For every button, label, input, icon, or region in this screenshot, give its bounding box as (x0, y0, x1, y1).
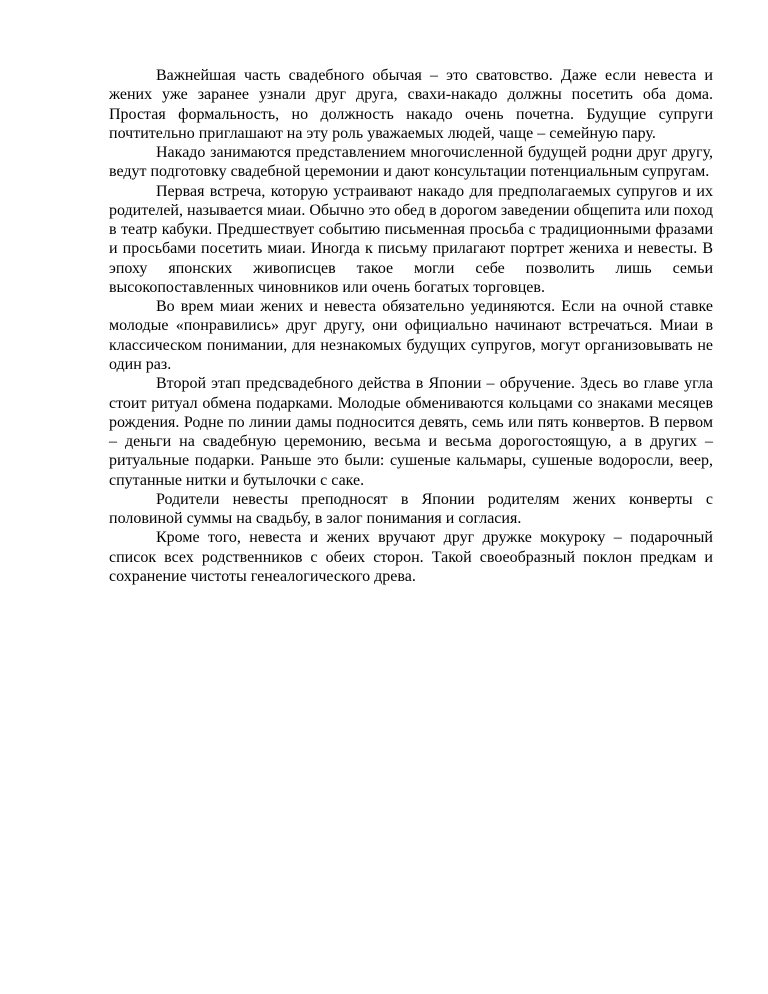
paragraph-miai: Первая встреча, которую устраивают накадо для предполагаемых супругов и их родителей, называется миаи. Обычно это обед в дорогом заведении общепита или поход в театр кабуки. Предшествует событию письменная просьба с традиционными фразами и просьбами посетить миаи. Иногда к письму прилагают портрет жениха и невесты. В эпоху японских живописцев такое могли себе позволить лишь семьи высокопоставленных чиновников или очень богатых торговцев. (109, 182, 713, 296)
paragraph-mokuroku: Кроме того, невеста и жених вручают друг дружке мокуроку – подарочный список всех родственников с обеих сторон. Такой своеобразный поклон предкам и сохранение чистоты генеалогического древа. (109, 529, 713, 585)
document-page (109, 66, 713, 586)
paragraph-engagement: Второй этап предсвадебного действа в Японии – обручение. Здесь во главе угла стоит ритуал обмена подарками. Молодые обмениваются кольцами со знаками месяцев рождения. Родне по линии дамы подносится девять, семь или пять конвертов. В первом – деньги на свадебную церемонию, весьма и весьма дорогостоящую, а в других – ритуальные подарки. Раньше это были: сушеные кальмары, сушеные водоросли, веер, спутанные нитки и бутылочки с саке. (109, 375, 713, 489)
paragraph-envelopes: Родители невесты преподносят в Японии родителям жених конверты с половиной суммы на свадьбу, в залог понимания и согласия. (109, 490, 713, 528)
paragraph-miai-meeting: Во врем миаи жених и невеста обязательно уединяются. Если на очной ставке молодые «понравились» друг другу, они официально начинают встречаться. Миаи в классическом понимании, для незнакомых будущих супругов, могут организовывать не один раз. (109, 298, 713, 373)
paragraph-nakado-duties: Накадо занимаются представлением многочисленной будущей родни друг другу, ведут подготовку свадебной церемонии и дают консультации потенциальным супругам. (109, 144, 713, 181)
paragraph-matchmaking: Важнейшая часть свадебного обычая – это сватовство. Даже если невеста и жених уже заранее узнали друг друга, свахи-накадо должны посетить оба дома. Простая формальность, но должность накадо очень почетна. Будущие супруги почтительно приглашают на эту роль уважаемых людей, чаще – семейную пару. (109, 67, 713, 142)
